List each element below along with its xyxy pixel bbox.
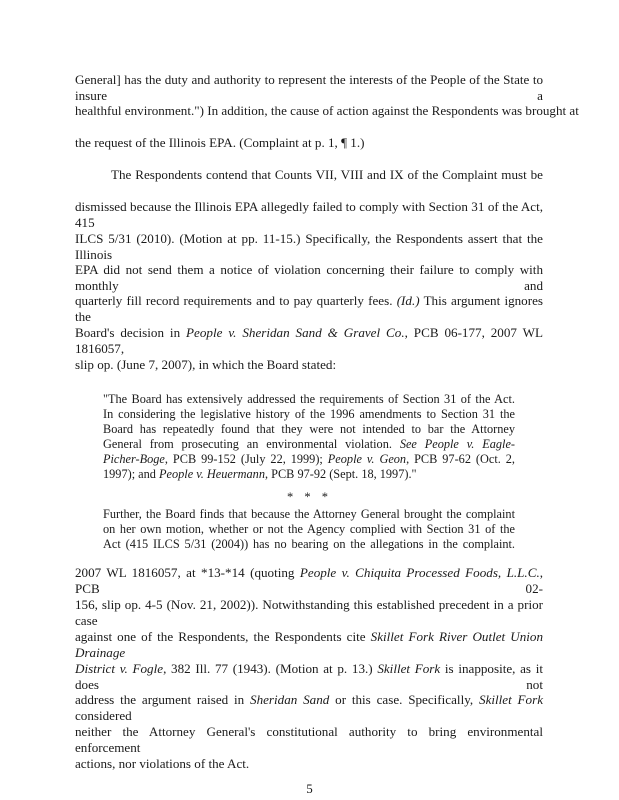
text-span: , PCB 97-92 (Sept. 18, 1997)." xyxy=(264,467,417,481)
case-name: People v. Chiquita Processed Foods, L.L.C. xyxy=(299,565,540,580)
text-line: 156, slip op. 4-5 (Nov. 21, 2002)). Notwithstanding this established precedent in a prior case xyxy=(75,597,543,628)
quote-line: Board has repeatedly found that they were not intended to bar the Attorney xyxy=(103,422,515,436)
text-span: 1997); and xyxy=(103,467,156,481)
quote-line: Act (415 ILCS 5/31 (2004)) has no bearing on the allegations in the complaint. xyxy=(103,537,515,551)
text-line xyxy=(75,293,543,325)
quote-line: on her own motion, whether or not the Agency complied with Section 31 of the xyxy=(103,522,515,536)
text-span: or this case. Specifically, xyxy=(335,692,474,707)
text-line: dismissed because the Illinois EPA allegedly failed to comply with Section 31 of the Act, 415 xyxy=(75,199,543,230)
text-line xyxy=(75,629,543,661)
text-line xyxy=(75,565,543,597)
text-line xyxy=(75,661,543,693)
text-line: slip op. (June 7, 2007), in which the Board stated: xyxy=(75,357,337,372)
text-span: , PCB 97-62 (Oct. 2, xyxy=(406,452,515,466)
text-span: , PCB 06-177, 2007 WL 1816057, xyxy=(75,325,543,356)
quote-line: In considering the legislative history of the 1996 amendments to Section 31 the xyxy=(103,407,515,421)
text-line: ILCS 5/31 (2010). (Motion at pp. 11-15.) Specifically, the Respondents assert that the Illinois xyxy=(75,231,543,262)
page-number: 5 xyxy=(306,781,313,796)
text-line: the request of the Illinois EPA. (Complaint at p. 1, ¶ 1.) xyxy=(75,135,365,150)
text-span: is inapposite, as it does not xyxy=(75,661,543,692)
text-span: , PCB 02- xyxy=(75,565,543,596)
case-name: Skillet Fork xyxy=(479,692,544,707)
case-name: See People v. Eagle- xyxy=(399,437,516,451)
text-span: Board's decision in xyxy=(75,325,181,340)
text-span: , PCB 99-152 (July 22, 1999); xyxy=(164,452,323,466)
case-name: Skillet Fork River Outlet Union Drainage xyxy=(75,629,543,660)
text-line: General] has the duty and authority to represent the interests of the People of the State to insure a xyxy=(75,72,543,103)
citation: (Id.) xyxy=(396,293,420,308)
quote-line xyxy=(103,452,515,467)
text-span: considered xyxy=(75,708,132,723)
quote-line: "The Board has extensively addressed the requirements of Section 31 of the Act. xyxy=(103,392,515,406)
quote-line xyxy=(103,467,515,482)
text-span: quarterly fill record requirements and to pay quarterly fees. xyxy=(75,293,393,308)
text-line: EPA did not send them a notice of violation concerning their failure to comply with monthly and xyxy=(75,262,543,293)
case-name: People v. Sheridan Sand & Gravel Co. xyxy=(186,325,405,340)
text-line xyxy=(75,325,543,357)
case-name: Picher-Boge xyxy=(103,452,165,466)
text-line: healthful environment.") In addition, the cause of action against the Respondents was brought at xyxy=(75,103,579,118)
case-name: People v. Geon xyxy=(327,452,407,466)
section-break: * * * xyxy=(287,490,332,504)
case-name: District v. Fogle xyxy=(75,661,164,676)
text-line xyxy=(75,692,543,724)
text-line: neither the Attorney General's constitutional authority to bring environmental enforcement xyxy=(75,724,543,755)
text-span: address the argument raised in xyxy=(75,692,245,707)
quote-line: Further, the Board finds that because the Attorney General brought the complaint xyxy=(103,507,515,521)
quote-line xyxy=(103,437,515,452)
text-span: against one of the Respondents, the Respondents cite xyxy=(75,629,366,644)
case-name: Sheridan Sand xyxy=(250,692,330,707)
text-line: The Respondents contend that Counts VII, VIII and IX of the Complaint must be xyxy=(111,167,543,182)
case-name: People v. Heuermann xyxy=(159,467,265,481)
text-span: , 382 Ill. 77 (1943). (Motion at p. 13.) xyxy=(163,661,373,676)
text-span: 2007 WL 1816057, at *13-*14 (quoting xyxy=(75,565,295,580)
text-line: actions, nor violations of the Act. xyxy=(75,756,250,771)
case-name: Skillet Fork xyxy=(377,661,441,676)
text-span: General from prosecuting an environmental violation. xyxy=(103,437,392,451)
text-span: This argument ignores the xyxy=(75,293,543,324)
